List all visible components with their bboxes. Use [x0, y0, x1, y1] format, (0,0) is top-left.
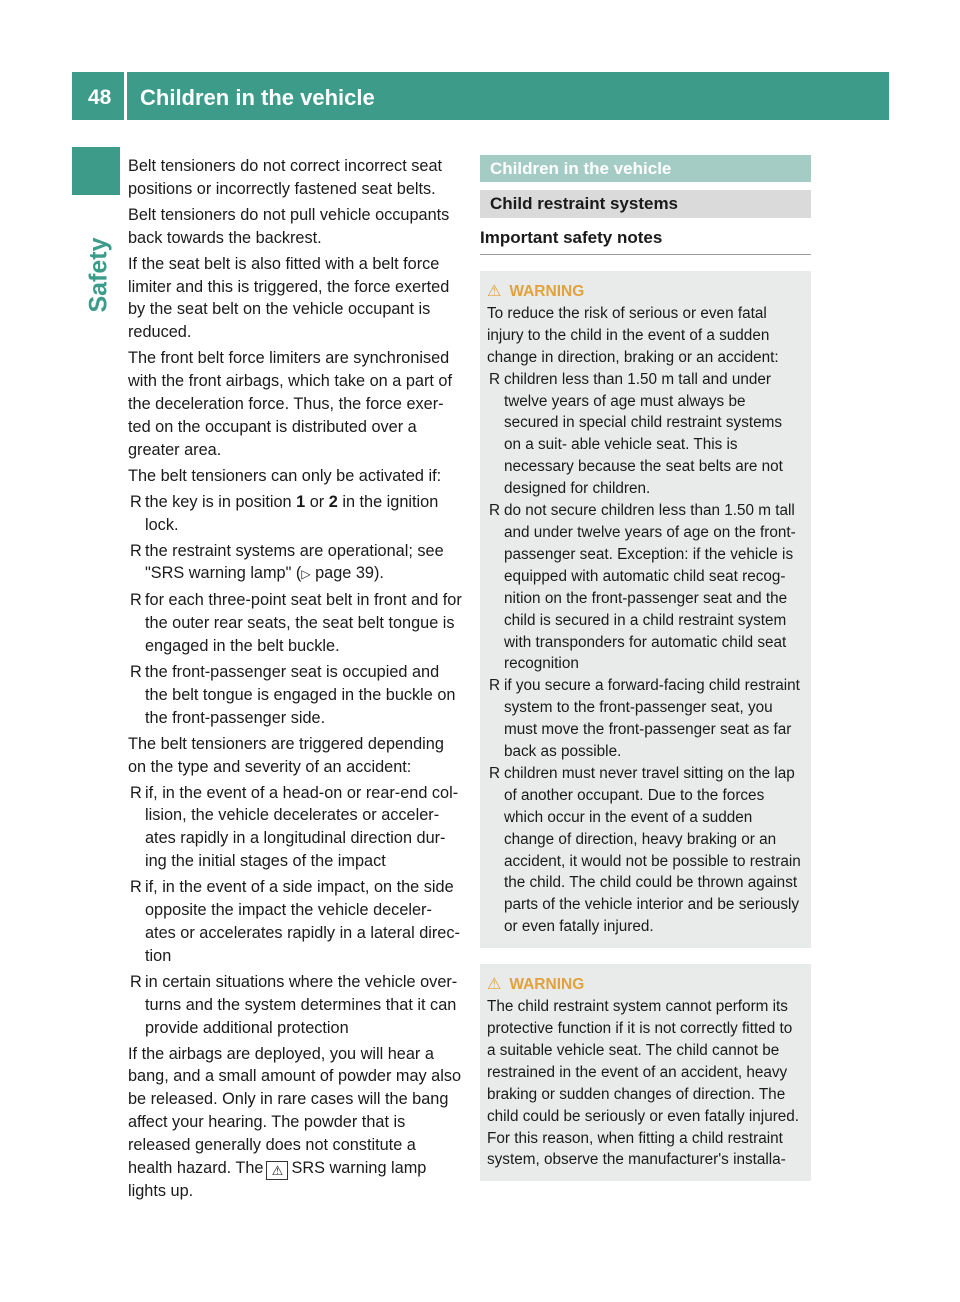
side-tab-label: Safety [84, 237, 113, 313]
page-reference-link[interactable]: page 39). [310, 564, 384, 583]
bullet-icon: R [489, 502, 501, 520]
bullet-icon: R [130, 663, 142, 682]
side-tab-safety [84, 215, 114, 335]
warning-header [487, 974, 803, 996]
section-title: Children in the vehicle [480, 155, 811, 182]
warning-label: WARNING [509, 283, 585, 300]
right-column [480, 155, 811, 1181]
airbag-warning-lamp-icon: ⚠ [266, 1161, 288, 1180]
warning-text: The child restraint system cannot perform its protective function if it is not correctly fitted to a suitable vehicle seat. The child cannot be restrained in the event of an accident, heavy braking or sudden changes of direction. The child could be seriously or even fatally injured. For this reason, when fitting a child restraint system, observe the manufacturer's installa- [487, 998, 800, 1169]
trigger-conditions-list [128, 782, 464, 1040]
paragraph: The belt tensioners are triggered depending on the type and severity of an accident: [128, 734, 444, 776]
list-item: R children must never travel sitting on the lap of another occupant. Due to the forces which occur in the event of a sudden change of direction, heavy braking or an accident, it would not be possible to restrain the child. The child could be thrown against parts of the vehicle interior and be seriously or even fatally injured. [489, 764, 801, 936]
paragraph: Belt tensioners do not correct incorrect seat positions or incorrectly fastened seat belts. [128, 157, 443, 198]
notes-heading: Important safety notes [480, 228, 811, 255]
warning-triangle-icon: ⚠ [487, 976, 502, 994]
bullet-icon: R [489, 677, 501, 695]
key-position-2: 2 [328, 492, 338, 511]
warning-list [487, 369, 803, 939]
paragraph: The front belt force limiters are synchronised with the front airbags, which take on a part of the deceleration force. Thus, the force exer- ted on the occupant is distributed over a greater area. [128, 349, 452, 459]
reference-arrow-icon: ▷ [301, 567, 311, 582]
page-header [72, 72, 889, 120]
bullet-icon: R [130, 783, 142, 802]
warning-triangle-icon: ⚠ [487, 283, 502, 300]
side-color-block [72, 147, 120, 195]
header-title: Children in the vehicle [140, 85, 375, 110]
list-item: R do not secure children less than 1.50 m tall and under twelve years of age on the front- passenger seat. Exception: if the vehicle is equipped with automatic child seat recog- nition on the front-passenger seat and the child is secured in a child restraint system with transponders for automatic child seat recognition [489, 502, 796, 673]
warning-box [480, 964, 811, 1181]
warning-intro: To reduce the risk of serious or even fatal injury to the child in the event of a sudden change in direction, braking or an accident: [487, 304, 779, 366]
subsection-title: Child restraint systems [480, 190, 811, 218]
paragraph: If the seat belt is also fitted with a belt force limiter and this is triggered, the force exerted by the seat belt on the vehicle occupant is reduced. [128, 254, 450, 342]
key-position-1: 1 [296, 492, 306, 511]
list-item: R the restraint systems are operational; see "SRS warning lamp" (▷ page 39). [130, 541, 444, 583]
list-item: R children less than 1.50 m tall and under twelve years of age must always be secured in special child restraint systems on a suit- able vehicle seat. This is necessary because the seat belts are not designed for children. [489, 370, 783, 498]
list-item: R in certain situations where the vehicle over- turns and the system determines that it can provide additional protection [130, 972, 458, 1037]
bullet-icon: R [130, 591, 142, 610]
activation-conditions-list [128, 491, 464, 730]
paragraph: The belt tensioners can only be activated if: [128, 466, 442, 485]
paragraph: Belt tensioners do not pull vehicle occupants back towards the backrest. [128, 205, 450, 247]
list-item: R if you secure a forward-facing child restraint system to the front-passenger seat, you must move the front-passenger seat as far back as possible. [489, 677, 800, 761]
bullet-icon: R [489, 370, 501, 388]
list-item: R the front-passenger seat is occupied and the belt tongue is engaged in the buckle on the front-passenger side. [130, 663, 456, 727]
bullet-icon: R [130, 492, 142, 511]
header-divider [124, 72, 127, 120]
left-column [128, 155, 464, 1206]
list-item: R if, in the event of a side impact, on the side opposite the impact the vehicle deceler- ates or accelerates rapidly in a lateral direc- tion [130, 878, 460, 965]
warning-header [487, 281, 803, 303]
list-item: R if, in the event of a head-on or rear-end col- lision, the vehicle decelerates or acceler- ates rapidly in a longitudinal direction dur- ing the initial stages of the impact [130, 783, 459, 871]
bullet-icon: R [489, 764, 501, 782]
warning-box [480, 271, 811, 948]
bullet-icon: R [130, 541, 142, 560]
list-item: R the key is in position 1 or 2 in the ignition lock. [130, 492, 439, 534]
warning-label: WARNING [509, 976, 585, 994]
paragraph: If the airbags are deployed, you will hear a bang, and a small amount of powder may also be released. Only in rare cases will the bang affect your hearing. The powder that is released generally does not constitute a health hazard. The ⚠ SRS warning lamp lights up. [128, 1044, 462, 1201]
list-item: R for each three-point seat belt in front and for the outer rear seats, the seat belt tongue is engaged in the belt buckle. [130, 591, 462, 656]
bullet-icon: R [130, 878, 142, 897]
page-number: 48 [88, 86, 112, 109]
bullet-icon: R [130, 972, 142, 991]
